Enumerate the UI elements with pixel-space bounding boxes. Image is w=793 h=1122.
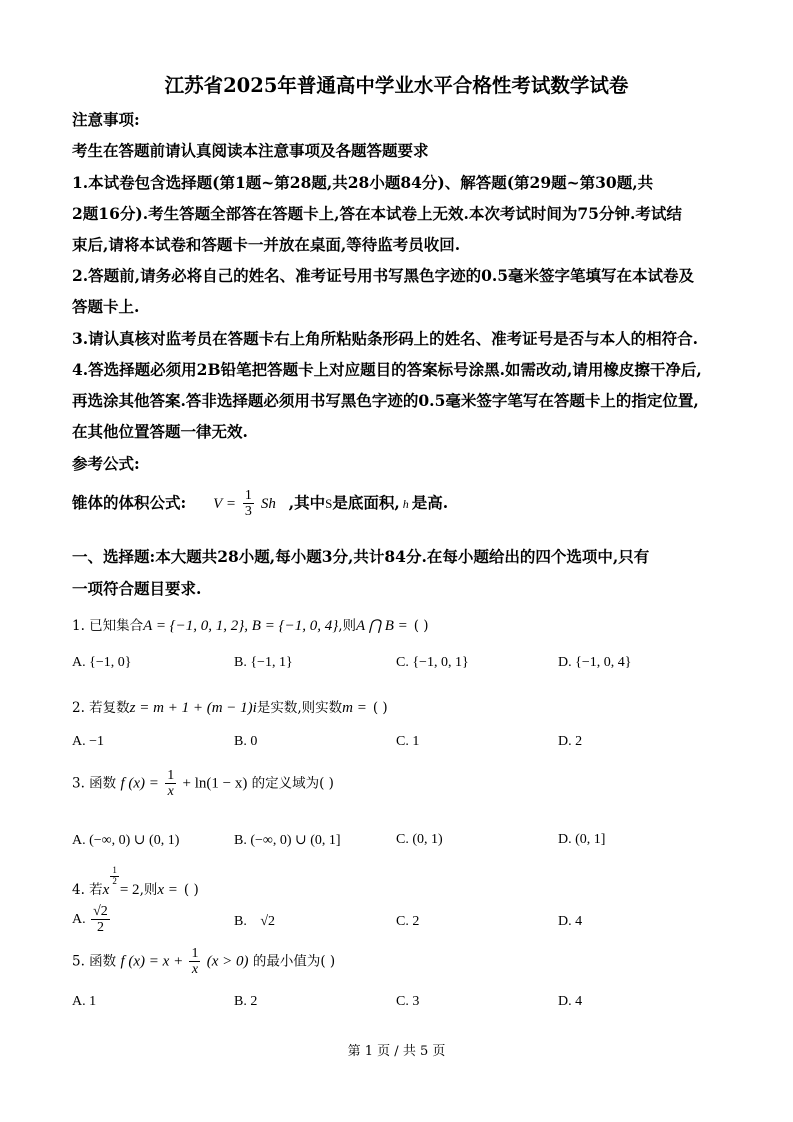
q3-option-b: B. (−∞, 0) ∪ (0, 1]: [234, 833, 341, 848]
q3-option-c: C. (0, 1): [396, 832, 443, 847]
q5-tail: (x > 0): [206, 953, 249, 970]
formula-symbol-s: S: [325, 495, 333, 511]
q3-option-a: A. (−∞, 0) ∪ (0, 1): [72, 833, 180, 848]
q1-option-d: D. {−1, 0, 4}: [558, 655, 632, 670]
q2-paren: ( ): [372, 700, 388, 716]
q3-fraction: [165, 768, 176, 800]
notice-item-4-line-1: 4.答选择题必须用2B铅笔把答题卡上对应题目的答案标号涂黑.如需改动,请用橡皮擦干净后,: [72, 360, 702, 379]
q5-option-d: D. 4: [558, 994, 583, 1009]
q1-option-a: A. {−1, 0}: [72, 655, 132, 670]
q1-mid: ,则: [338, 618, 357, 634]
q2-math: z = m + 1 + (m − 1)i: [129, 700, 257, 716]
notice-item-1-line-2: 2题16分).考生答题全部答在答题卡上,答在本试卷上无效.本次考试时间为75分钟.考试结: [72, 204, 682, 223]
q5-option-c: C. 3: [396, 994, 420, 1009]
q4-option-b-label: B.: [234, 914, 247, 929]
section-heading-line-1: 一、选择题:本大题共28小题,每小题3分,共计84分.在每小题给出的四个选项中,只有: [72, 547, 650, 566]
q5-fraction: [189, 946, 200, 978]
q4-option-c: C. 2: [396, 914, 420, 929]
q4-option-a-denominator: 2: [96, 920, 104, 936]
notice-item-1-line-1: 1.本试卷包含选择题(第1题~第28题,共28小题84分)、解答题(第29题~第30题,共: [72, 173, 654, 192]
notice-item-1-line-3: 束后,请将本试卷和答题卡一并放在桌面,等待监考员收回.: [72, 235, 461, 254]
q4-option-d: D. 4: [558, 914, 583, 929]
q4-base: x: [102, 881, 110, 898]
q4-option-b: [234, 914, 275, 930]
q2-option-a: A. −1: [72, 734, 105, 749]
q4-eq: = 2: [119, 881, 140, 898]
question-3: [72, 768, 334, 800]
q4-exponent: [110, 866, 119, 887]
q4-paren: ( ): [183, 881, 199, 898]
q2-mid: 是实数,则实数: [256, 700, 343, 716]
formula-lhs: V =: [213, 495, 236, 512]
formula-rhs: Sh: [260, 495, 276, 512]
page-title: 江苏省2025年普通高中学业水平合格性考试数学试卷: [164, 74, 629, 97]
q4-math-2: x =: [157, 881, 178, 898]
q3-prefix: 3. 函数: [72, 775, 117, 792]
q4-prefix: 4. 若: [72, 881, 103, 898]
q4-option-a-fraction: [91, 904, 110, 936]
formula-numerator: 1: [244, 488, 252, 503]
q2-option-c: C. 1: [396, 734, 420, 749]
q4-mid: ,则: [139, 881, 158, 898]
q4-exp-denominator: 2: [112, 875, 117, 886]
formula-text-3: 是高.: [411, 492, 449, 512]
q2-prefix: 2. 若复数: [72, 700, 130, 716]
q3-fx: f (x) =: [120, 775, 159, 792]
formula-fraction: [243, 488, 254, 520]
q5-option-b: B. 2: [234, 994, 258, 1009]
q4-option-b-value: √2: [260, 914, 276, 929]
notice-item-2-line-2: 答题卡上.: [72, 297, 140, 316]
q4-option-a-label: A.: [72, 912, 86, 928]
q2-math-2: m =: [342, 700, 367, 716]
q5-fx: f (x) = x +: [120, 953, 184, 970]
q2-option-b: B. 0: [234, 734, 258, 749]
question-1: [72, 614, 429, 635]
notice-item-3: 3.请认真核对监考员在答题卡右上角所粘贴条形码上的姓名、准考证号是否与本人的相符合.: [72, 329, 699, 348]
q1-option-b: B. {−1, 1}: [234, 655, 293, 670]
question-4: [72, 866, 199, 899]
cone-volume-formula: [72, 488, 448, 520]
notice-item-2-line-1: 2.答题前,请务必将自己的姓名、准考证号用书写黑色字迹的0.5毫米签字笔填写在本试卷及: [72, 266, 695, 285]
q5-denominator: x: [191, 962, 199, 978]
q4-exp-numerator: 1: [112, 865, 117, 875]
q4-option-a: [72, 904, 112, 936]
q3-numerator: 1: [167, 768, 175, 783]
question-2: [72, 696, 388, 717]
page-footer: 第 1 页 / 共 5 页: [347, 1044, 446, 1059]
q1-math: A = {−1, 0, 1, 2}, B = {−1, 0, 4}: [143, 618, 339, 634]
formula-denominator: 3: [244, 504, 252, 520]
section-heading-line-2: 一项符合题目要求.: [72, 579, 202, 598]
formula-text-1: ,其中: [288, 492, 326, 512]
q1-option-c: C. {−1, 0, 1}: [396, 655, 469, 670]
notice-item-4-line-3: 在其他位置答题一律无效.: [72, 422, 248, 441]
q1-math-2: A ⋂ B =: [356, 618, 408, 634]
formula-heading: 参考公式:: [72, 454, 140, 473]
notice-intro: 考生在答题前请认真阅读本注意事项及各题答题要求: [72, 141, 429, 160]
q2-option-d: D. 2: [558, 734, 583, 749]
notice-heading: 注意事项:: [72, 110, 140, 129]
q5-option-a: A. 1: [72, 994, 97, 1009]
q3-option-d: D. (0, 1]: [558, 832, 606, 847]
formula-label: 锥体的体积公式:: [72, 492, 187, 512]
q5-prefix: 5. 函数: [72, 953, 117, 970]
formula-symbol-h: h: [402, 496, 409, 511]
q4-option-a-numerator: √2: [93, 904, 108, 919]
q1-prefix: 1. 已知集合: [72, 618, 144, 634]
q5-numerator: 1: [191, 946, 199, 961]
q5-mid: 的最小值为( ): [252, 953, 336, 970]
q3-tail: + ln(1 − x): [182, 775, 248, 792]
q1-paren: ( ): [413, 618, 429, 634]
formula-text-2: 是底面积,: [332, 492, 400, 512]
notice-item-4-line-2: 再选涂其他答案.答非选择题必须用书写黑色字迹的0.5毫米签字笔写在答题卡上的指定位置,: [72, 391, 699, 410]
question-5: [72, 946, 335, 978]
q3-denominator: x: [167, 784, 174, 800]
q3-mid: 的定义域为( ): [251, 775, 334, 792]
